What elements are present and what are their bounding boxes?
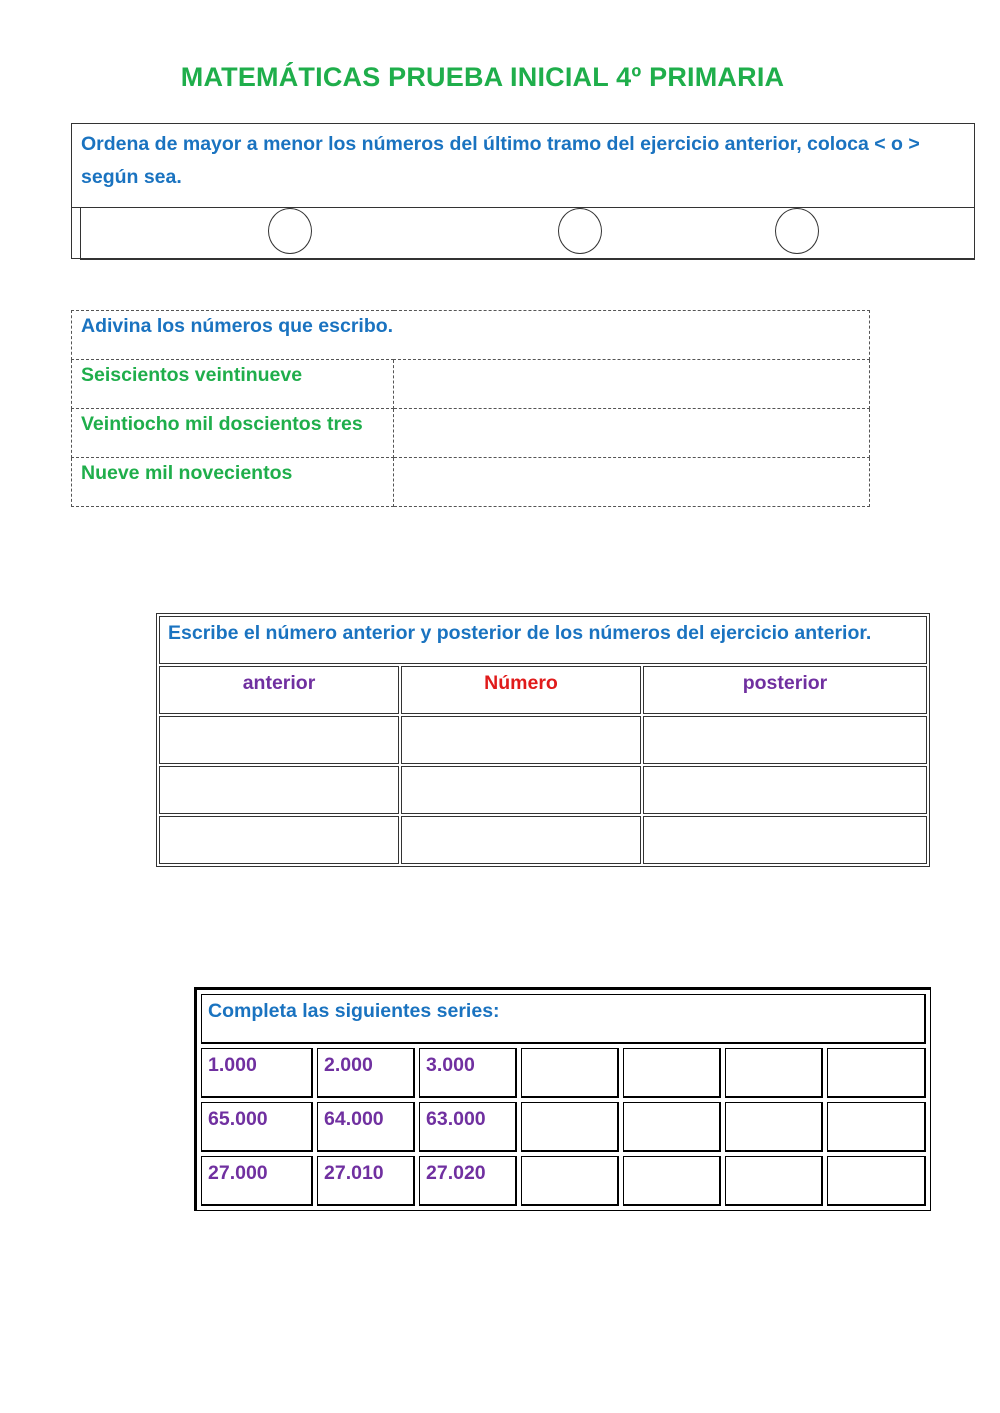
series-value: 27.010 [317, 1156, 415, 1206]
series-value: 2.000 [317, 1048, 415, 1098]
before-after-heading: Escribe el número anterior y posterior de los números del ejercicio anterior. [159, 616, 927, 664]
table-row [72, 409, 870, 458]
series-heading: Completa las siguientes series: [201, 994, 926, 1044]
answer-cell[interactable] [159, 766, 399, 814]
page-title: MATEMÁTICAS PRUEBA INICIAL 4º PRIMARIA [180, 62, 785, 92]
series-blank[interactable] [521, 1048, 619, 1098]
series-blank[interactable] [623, 1048, 721, 1098]
series-blank[interactable] [827, 1048, 926, 1098]
answer-cell[interactable] [401, 716, 641, 764]
table-row [159, 716, 927, 764]
series-value: 63.000 [419, 1102, 517, 1152]
table-row [201, 1102, 926, 1152]
answer-cell[interactable] [643, 766, 927, 814]
answer-cell[interactable] [401, 816, 641, 864]
column-header-posterior: posterior [643, 666, 927, 714]
number-in-words: Nueve mil novecientos [72, 458, 394, 507]
series-value: 27.000 [201, 1156, 313, 1206]
series-blank[interactable] [623, 1102, 721, 1152]
guess-numbers-table [71, 310, 870, 507]
answer-cell[interactable] [159, 816, 399, 864]
table-row [201, 1156, 926, 1206]
number-answer-cell[interactable] [394, 409, 870, 458]
number-in-words: Veintiocho mil doscientos tres [72, 409, 394, 458]
number-answer-cell[interactable] [394, 458, 870, 507]
table-row [72, 360, 870, 409]
series-blank[interactable] [623, 1156, 721, 1206]
series-value: 1.000 [201, 1048, 313, 1098]
series-value: 27.020 [419, 1156, 517, 1206]
series-blank[interactable] [725, 1048, 823, 1098]
ordering-instruction: Ordena de mayor a menor los números del último tramo del ejercicio anterior, coloca < o > según sea. [81, 133, 920, 188]
comparison-circle-1[interactable] [268, 208, 312, 254]
series-blank[interactable] [521, 1102, 619, 1152]
table-row [159, 766, 927, 814]
series-value: 64.000 [317, 1102, 415, 1152]
table-header-row [159, 666, 927, 714]
number-answer-cell[interactable] [394, 360, 870, 409]
series-blank[interactable] [725, 1102, 823, 1152]
number-in-words: Seiscientos veintinueve [72, 360, 394, 409]
answer-cell[interactable] [643, 816, 927, 864]
comparison-circle-2[interactable] [558, 208, 602, 254]
table-row [201, 1048, 926, 1098]
column-header-anterior: anterior [159, 666, 399, 714]
table-row [72, 458, 870, 507]
series-value: 3.000 [419, 1048, 517, 1098]
guess-numbers-heading: Adivina los números que escribo. [72, 311, 870, 360]
column-header-numero: Número [401, 666, 641, 714]
answer-cell[interactable] [401, 766, 641, 814]
series-blank[interactable] [827, 1102, 926, 1152]
answer-cell[interactable] [159, 716, 399, 764]
answer-cell[interactable] [643, 716, 927, 764]
ordering-answer-strip [80, 208, 975, 260]
ordering-exercise [71, 123, 975, 259]
before-after-table [156, 613, 930, 867]
series-value: 65.000 [201, 1102, 313, 1152]
table-row [159, 816, 927, 864]
series-blank[interactable] [521, 1156, 619, 1206]
comparison-circle-3[interactable] [775, 208, 819, 254]
series-blank[interactable] [725, 1156, 823, 1206]
series-table [194, 987, 931, 1211]
series-blank[interactable] [827, 1156, 926, 1206]
